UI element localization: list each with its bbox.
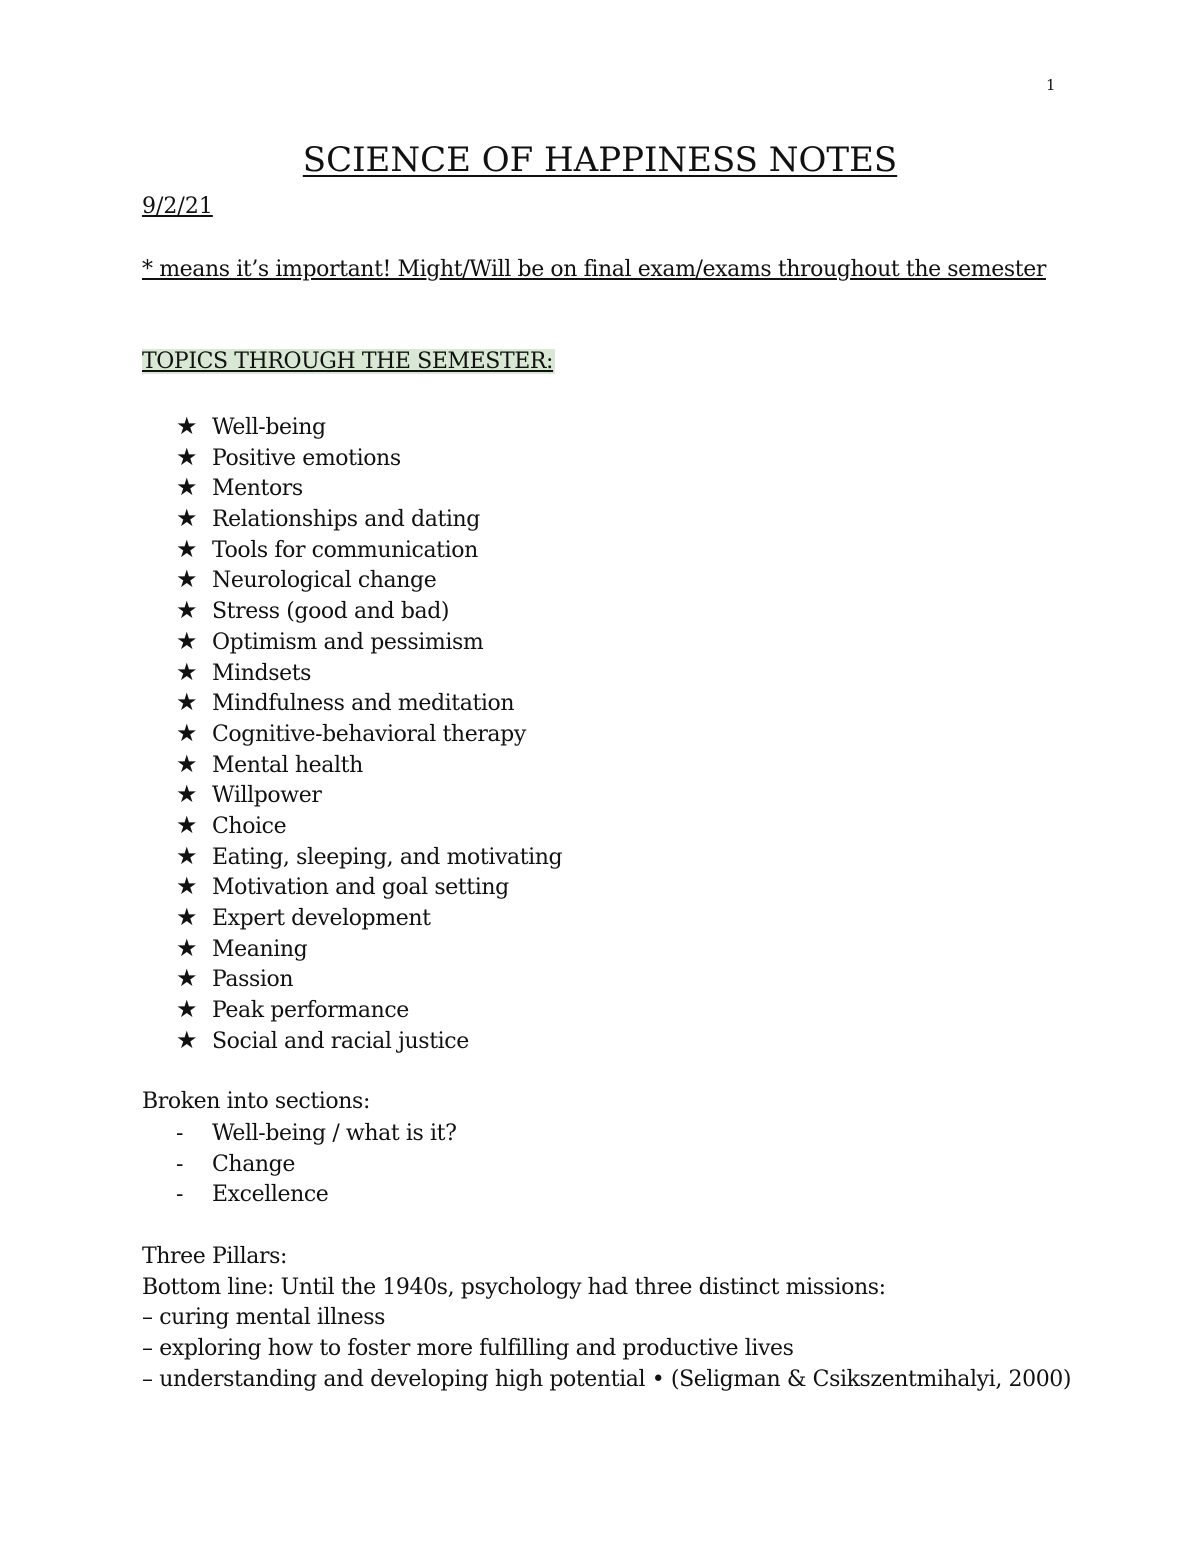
topic-label: Tools for communication bbox=[212, 537, 478, 563]
pillars-line: – curing mental illness bbox=[142, 1305, 385, 1331]
list-item bbox=[176, 902, 562, 933]
list-item bbox=[176, 411, 562, 442]
pillars-line: Bottom line: Until the 1940s, psychology had three distinct missions: bbox=[142, 1274, 886, 1300]
list-item bbox=[176, 1150, 456, 1181]
page-title: SCIENCE OF HAPPINESS NOTES bbox=[302, 140, 898, 180]
star-icon: ★ bbox=[176, 412, 198, 440]
three-pillars-block bbox=[142, 1242, 1071, 1395]
topics-heading: TOPICS THROUGH THE SEMESTER: bbox=[142, 349, 554, 374]
star-icon: ★ bbox=[176, 504, 198, 533]
topic-label: Stress (good and bad) bbox=[212, 599, 450, 625]
topic-label: Relationships and dating bbox=[212, 507, 480, 533]
list-item bbox=[176, 1180, 456, 1211]
list-item bbox=[176, 503, 562, 534]
topic-label: Mindsets bbox=[212, 660, 312, 686]
list-item bbox=[176, 1025, 562, 1056]
star-icon: ★ bbox=[176, 995, 198, 1024]
list-item bbox=[176, 810, 562, 841]
pillars-line: – understanding and developing high potential • (Seligman & Csikszentmihalyi, 2000) bbox=[142, 1366, 1072, 1392]
star-icon: ★ bbox=[176, 534, 198, 563]
sections-list bbox=[176, 1119, 456, 1211]
topic-label: Expert development bbox=[212, 906, 431, 931]
sections-label: Broken into sections: bbox=[142, 1089, 370, 1114]
topic-label: Meaning bbox=[212, 936, 308, 962]
dash-icon: - bbox=[176, 1182, 184, 1207]
star-icon: ★ bbox=[176, 473, 198, 502]
date-label: 9/2/21 bbox=[142, 194, 213, 219]
star-icon: ★ bbox=[176, 933, 198, 962]
topic-label: Passion bbox=[212, 967, 294, 993]
list-item bbox=[176, 472, 562, 503]
star-icon: ★ bbox=[176, 780, 198, 809]
star-icon: ★ bbox=[176, 872, 198, 901]
list-item bbox=[176, 657, 562, 688]
list-item bbox=[176, 718, 562, 749]
pillars-line: – exploring how to foster more fulfilling and productive lives bbox=[142, 1336, 794, 1362]
list-item bbox=[176, 564, 562, 595]
topic-label: Mental health bbox=[212, 752, 363, 778]
topic-label: Peak performance bbox=[212, 998, 409, 1024]
star-icon: ★ bbox=[176, 964, 198, 993]
topic-label: Cognitive-behavioral therapy bbox=[212, 721, 526, 747]
star-icon: ★ bbox=[176, 903, 198, 931]
topic-label: Willpower bbox=[212, 783, 322, 809]
list-item bbox=[176, 933, 562, 964]
list-item bbox=[176, 963, 562, 994]
list-item bbox=[176, 442, 562, 473]
star-icon: ★ bbox=[176, 565, 198, 594]
section-label: Change bbox=[212, 1151, 295, 1177]
star-icon: ★ bbox=[176, 749, 198, 778]
star-icon: ★ bbox=[176, 596, 198, 625]
topic-label: Optimism and pessimism bbox=[212, 629, 484, 655]
topic-label: Positive emotions bbox=[212, 445, 401, 471]
star-icon: ★ bbox=[176, 442, 198, 471]
topics-list bbox=[176, 411, 562, 1055]
topic-label: Motivation and goal setting bbox=[212, 875, 509, 901]
section-label: Excellence bbox=[212, 1182, 329, 1207]
list-item bbox=[176, 779, 562, 810]
star-icon: ★ bbox=[176, 718, 198, 747]
list-item bbox=[176, 687, 562, 718]
list-item bbox=[176, 626, 562, 657]
star-icon: ★ bbox=[176, 1025, 198, 1054]
list-item bbox=[176, 871, 562, 902]
list-item bbox=[176, 1119, 456, 1150]
list-item bbox=[176, 749, 562, 780]
star-icon: ★ bbox=[176, 657, 198, 686]
topic-label: Mentors bbox=[212, 476, 303, 502]
list-item bbox=[176, 994, 562, 1025]
star-icon: ★ bbox=[176, 810, 198, 839]
pillars-heading: Three Pillars: bbox=[142, 1244, 288, 1269]
section-label: Well-being / what is it? bbox=[212, 1121, 457, 1146]
topic-label: Choice bbox=[212, 813, 287, 839]
list-item bbox=[176, 841, 562, 872]
star-icon: ★ bbox=[176, 688, 198, 717]
topic-label: Neurological change bbox=[212, 568, 437, 594]
list-item bbox=[176, 595, 562, 626]
dash-icon: - bbox=[176, 1121, 184, 1146]
list-item bbox=[176, 534, 562, 565]
star-icon: ★ bbox=[176, 626, 198, 655]
topic-label: Well-being bbox=[212, 415, 326, 440]
dash-icon: - bbox=[176, 1151, 184, 1177]
topic-label: Eating, sleeping, and motivating bbox=[212, 844, 563, 870]
topic-label: Social and racial justice bbox=[212, 1028, 469, 1054]
importance-note: * means it’s important! Might/Will be on final exam/exams throughout the semester bbox=[142, 257, 1046, 282]
page-number: 1 bbox=[1046, 76, 1056, 94]
topic-label: Mindfulness and meditation bbox=[212, 691, 515, 717]
star-icon: ★ bbox=[176, 841, 198, 870]
